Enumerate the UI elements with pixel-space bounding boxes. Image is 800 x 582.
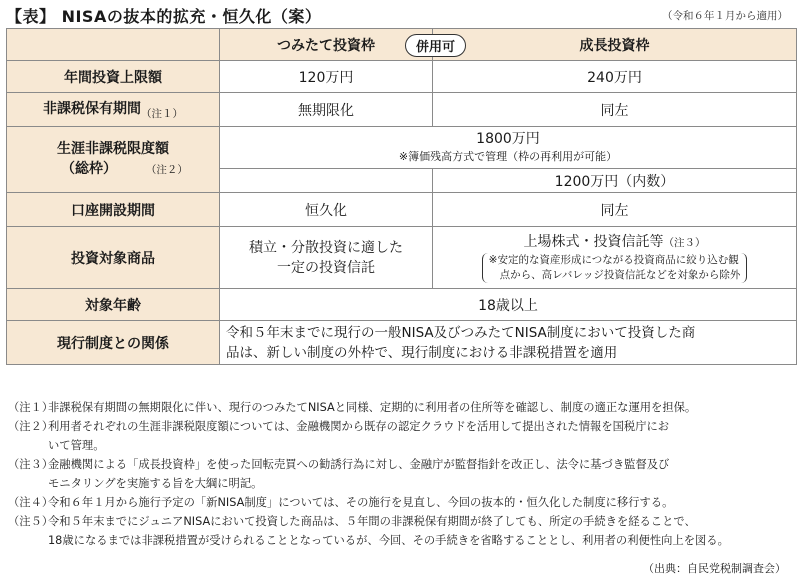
notes-section: [8, 398, 794, 550]
holding-period-seicho: 同左: [433, 93, 797, 127]
note-4: [8, 493, 794, 512]
lifetime-limit-note: （注２）: [145, 164, 188, 176]
tsumitate-label: つみたて投資枠: [277, 37, 375, 54]
note-3-text-2: モニタリングを実施する旨を大綱に明記。: [48, 477, 263, 490]
products-seicho-title: 上場株式・投資信託等: [523, 233, 664, 250]
products-tsumitate-line2: 一定の投資信託: [277, 259, 375, 276]
note-4-text: 令和６年１月から施行予定の「新NISA制度」については、その施行を見直し、今回の抜本的・恒久化した制度に移行する。: [48, 496, 674, 509]
note-5-text-1: 令和５年末までにジュニアNISAにおいて投資した商品は、５年間の非課税保有期間が終了しても、所定の手続きを経ることで、: [48, 515, 696, 528]
source-citation: （出典：自民党税制調査会）: [643, 562, 786, 575]
row-label-holding-period: [7, 93, 220, 127]
row-label-age: 対象年齢: [7, 289, 220, 321]
lifetime-limit-label: 生涯非課税限度額: [57, 141, 169, 157]
note-3-label: （注３）: [8, 458, 54, 471]
note-1-text: 非課税保有期間の無期限化に伴い、現行のつみたてNISAと同様、定期的に利用者の住所等を確認し、制度の適正な運用を担保。: [48, 401, 697, 414]
col-header-tsumitate: [220, 29, 455, 61]
relation-value: [220, 321, 797, 365]
row-label-annual-limit: 年間投資上限額: [7, 61, 220, 93]
nisa-table: [6, 28, 797, 365]
row-label-relation: 現行制度との関係: [7, 321, 220, 365]
note-2-text-2: いて管理。: [48, 439, 105, 452]
holding-period-tsumitate: 無期限化: [220, 93, 433, 127]
age-value: 18歳以上: [220, 289, 797, 321]
note-5: [8, 512, 794, 550]
relation-line1: 令和５年末までに現行の一般NISA及びつみたてNISA制度において投資した商: [226, 324, 696, 341]
annual-limit-tsumitate: 120万円: [220, 61, 433, 93]
lifetime-limit-sub: （総枠）: [61, 161, 117, 177]
products-seicho-sub-line2: 点から、高レバレッジ投資信託などを対象から除外: [499, 268, 741, 281]
note-5-label: （注５）: [8, 515, 54, 528]
note-2-text-1: 利用者それぞれの生涯非課税限度額については、金融機関から既存の認定クラウドを活用して提出された情報を国税庁にお: [48, 420, 670, 433]
products-seicho-note: （注３）: [663, 236, 706, 249]
corner-cell: [7, 29, 220, 61]
heiyo-badge: 併用可: [405, 34, 466, 57]
note-2-label: （注２）: [8, 420, 54, 433]
row-label-account-period: 口座開設期間: [7, 193, 220, 227]
products-tsumitate-line1: 積立・分散投資に適した: [249, 239, 403, 256]
products-tsumitate: [220, 227, 433, 289]
relation-line2: 品は、新しい制度の外枠で、現行制度における非課税措置を適用: [226, 344, 618, 361]
account-period-seicho: 同左: [433, 193, 797, 227]
account-period-tsumitate: 恒久化: [220, 193, 433, 227]
row-label-lifetime-limit: [7, 127, 220, 193]
note-2: [8, 417, 794, 455]
note-1-label: （注１）: [8, 401, 54, 414]
lifetime-limit-tsumitate-blank: [220, 169, 433, 193]
products-seicho-subnote: [482, 253, 748, 283]
lifetime-limit-value: 1800万円: [476, 130, 540, 147]
holding-period-note: （注１）: [141, 108, 183, 120]
note-3: [8, 455, 794, 493]
col-header-seicho: 成長投資枠: [433, 29, 797, 61]
note-5-text-2: 18歳になるまでは非課税措置が受けられることとなっているが、今回、その手続きを省略することとし、利用者の利便性向上を図る。: [48, 534, 729, 547]
products-seicho-sub-line1: ※安定的な資産形成につながる投資商品に絞り込む観: [488, 253, 739, 266]
lifetime-limit-subnote: ※簿価残高方式で管理（枠の再利用が可能）: [398, 149, 618, 163]
products-seicho-title-row: [439, 232, 790, 253]
holding-period-label: 非課税保有期間: [43, 101, 141, 117]
annual-limit-seicho: 240万円: [433, 61, 797, 93]
lifetime-limit-seicho: 1200万円（内数）: [433, 169, 797, 193]
note-4-label: （注４）: [8, 496, 54, 509]
note-1: [8, 398, 794, 417]
effective-date: （令和６年１月から適用）: [662, 10, 788, 22]
products-seicho: [433, 227, 797, 289]
row-label-products: 投資対象商品: [7, 227, 220, 289]
lifetime-limit-value-cell: [220, 127, 797, 169]
lifetime-limit-label-line2: [57, 159, 213, 180]
note-3-text-1: 金融機関による「成長投資枠」を使った回転売買への勧誘行為に対し、金融庁が監督指針を改正し、法令に基づき監督及び: [48, 458, 670, 471]
page-title: 【表】 NISAの抜本的拡充・恒久化（案）: [6, 7, 322, 26]
